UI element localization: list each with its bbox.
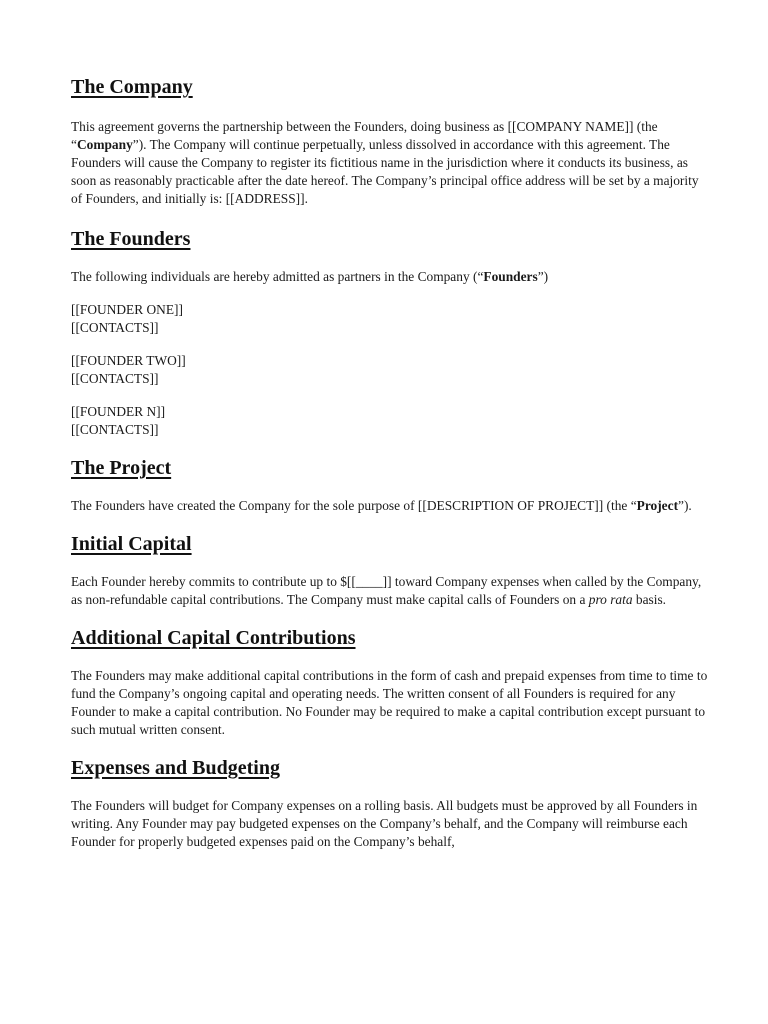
section-the-project [71, 455, 711, 515]
section-initial-capital [71, 531, 711, 609]
additional-capital-paragraph: The Founders may make additional capital contributions in the form of cash and prepaid expenses from time to time to fund the Company’s ongoing capital and operating needs. The written consent of all Founders is required for any Founder to make a capital contribution. No Founder may be required to make a capital contribution except pursuant to such mutual written consent. [71, 668, 708, 737]
section-the-company [71, 74, 711, 208]
founder-entry [71, 403, 711, 439]
founder-contacts: [[CONTACTS]] [71, 422, 159, 437]
project-paragraph: The Founders have created the Company for the sole purpose of [[DESCRIPTION OF PROJECT]] (the “Project”). [71, 498, 692, 513]
heading-the-founders: The Founders [71, 228, 191, 250]
heading-additional-capital: Additional Capital Contributions [71, 627, 356, 649]
founder-entry [71, 352, 711, 388]
defined-term-company: Company [76, 137, 133, 152]
heading-initial-capital: Initial Capital [71, 533, 192, 555]
section-the-founders [71, 226, 711, 439]
founder-contacts: [[CONTACTS]] [71, 320, 159, 335]
heading-expenses-budgeting: Expenses and Budgeting [71, 757, 280, 779]
section-additional-capital [71, 625, 711, 739]
founder-entry [71, 301, 711, 337]
founder-name: [[FOUNDER TWO]] [71, 353, 186, 368]
document-page [71, 74, 711, 851]
heading-the-project: The Project [71, 457, 172, 479]
section-expenses-budgeting [71, 755, 711, 851]
heading-the-company: The Company [71, 76, 193, 98]
company-paragraph: This agreement governs the partnership between the Founders, doing business as [[COMPANY NAME]] (the “Company”). The Company will continue perpetually, unless dissolved in accordance with this agreement. The Founders will cause the Company to register its fictitious name in the jurisdiction where it conducts its business, as soon as reasonably practicable after the date hereof. The Company’s principal office address will be set by a majority of Founders, and initially is: [[ADDRESS]]. [71, 119, 699, 206]
pro-rata-term: pro rata [588, 592, 633, 607]
founders-intro: The following individuals are hereby admitted as partners in the Company (“Founders”) [71, 269, 549, 284]
founder-contacts: [[CONTACTS]] [71, 371, 159, 386]
defined-term-project: Project [636, 498, 679, 513]
defined-term-founders: Founders [483, 269, 538, 284]
founder-name: [[FOUNDER N]] [71, 404, 166, 419]
expenses-paragraph: The Founders will budget for Company expenses on a rolling basis. All budgets must be approved by all Founders in writing. Any Founder may pay budgeted expenses on the Company’s behalf, and the Company will reimburse each Founder for properly budgeted expenses paid on the Company’s behalf, [71, 798, 698, 849]
initial-capital-paragraph: Each Founder hereby commits to contribute up to $[[____]] toward Company expenses when called by the Company, as non-refundable capital contributions. The Company must make capital calls of Founders on a pro rata basis. [71, 574, 702, 607]
founder-name: [[FOUNDER ONE]] [71, 302, 183, 317]
